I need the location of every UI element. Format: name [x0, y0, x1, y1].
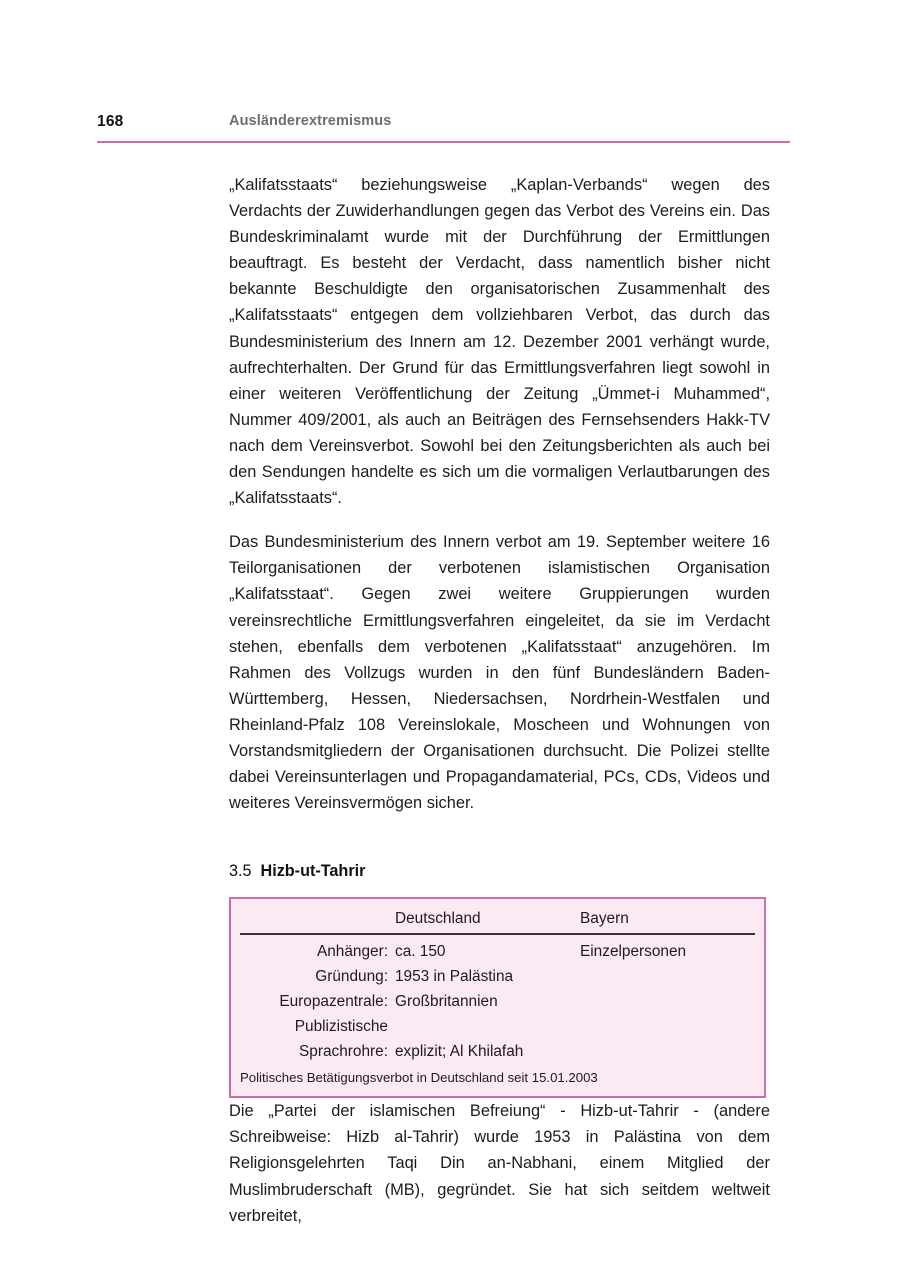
- table-row: [240, 964, 755, 989]
- section-title: Hizb-ut-Tahrir: [260, 862, 366, 881]
- section-number: 3.5: [229, 862, 252, 881]
- table-header-label: [240, 906, 395, 933]
- running-head-rule: [97, 141, 790, 143]
- row-label: Sprachrohre:: [299, 1043, 388, 1061]
- table-row: [240, 937, 755, 964]
- row-label: Anhänger:: [316, 943, 388, 961]
- row-value-bavaria: [580, 1014, 755, 1039]
- table-header-rule: [240, 933, 755, 935]
- organization-info-box: [229, 897, 766, 1098]
- body-paragraph-1: „Kalifatsstaats“ beziehungsweise „Kaplan-Verbands“ wegen des Verdachts der Zuwiderhandlungen gegen das Verbot des Vereins ein. Das Bundeskriminalamt wurde mit der Durchführung der Ermittlungen beauftragt. Es besteht der Verdacht, dass namentlich bisher nicht bekannte Beschuldigte den organisatorischen Zusammenhalt des „Kalifatsstaats“ entgegen dem vollziehbaren Verbot, das durch das Bundesministerium des Innern am 12. Dezember 2001 verhängt wurde, aufrechterhalten. Der Grund für das Ermittlungsverfahren liegt sowohl in einer weiteren Veröffentlichung der Zeitung „Ümmet-i Muhammed“, Nummer 409/2001, als auch an Beiträgen des Fernsehsenders Hakk-TV nach dem Vereinsverbot. Sowohl bei den Zeitungsberichten als auch bei den Sendungen handelte es sich um die vormaligen Verlautbarungen des „Kalifatsstaats“.: [229, 176, 770, 508]
- organization-info-table: [240, 906, 755, 1064]
- table-row: [240, 1014, 755, 1039]
- row-value-germany: Großbritannien: [395, 993, 498, 1011]
- running-head: [97, 113, 790, 137]
- table-header-row: [240, 906, 755, 933]
- table-row: [240, 1039, 755, 1064]
- body-paragraph-2: Das Bundesministerium des Innern verbot am 19. September weitere 16 Teilorganisationen der verbotenen islamistischen Organisation „Kalifatsstaat“. Gegen zwei weitere Gruppierungen wurden vereinsrechtliche Ermittlungsverfahren eingeleitet, da sie im Verdacht stehen, ebenfalls dem verbotenen „Kalifatsstaat“ anzugehören. Im Rahmen des Vollzugs wurden in den fünf Bundesländern Baden-Württemberg, Hessen, Niedersachsen, Nordrhein-Westfalen und Rheinland-Pfalz 108 Vereinslokale, Moscheen und Wohnungen von Vorstandsmitgliedern der Organisationen durchsucht. Die Polizei stellte dabei Vereinsunterlagen und Propagandamaterial, PCs, CDs, Videos und weiteres Vereinsvermögen sicher.: [229, 533, 770, 813]
- page-number: 168: [97, 113, 124, 130]
- row-label: Gründung:: [315, 968, 388, 986]
- row-value-germany: explizit; Al Khilafah: [395, 1043, 524, 1061]
- row-value-bavaria: [580, 1039, 755, 1064]
- body-paragraph-3: Die „Partei der islamischen Befreiung“ - Hizb-ut-Tahrir - (andere Schreibweise: Hizb al-Tahrir) wurde 1953 in Palästina von dem Religionsgelehrten Taqi Din an-Nabhani, einem Mitglied der Muslimbruderschaft (MB), gegründet. Sie hat sich seitdem weltweit verbreitet,: [229, 1102, 770, 1225]
- row-value-germany: 1953 in Palästina: [395, 968, 514, 986]
- row-label: Publizistische: [294, 1018, 388, 1036]
- table-header-bavaria: Bayern: [580, 910, 629, 928]
- table-header-germany: Deutschland: [395, 910, 481, 928]
- row-value-bavaria: Einzelpersonen: [580, 943, 687, 961]
- row-value-germany: ca. 150: [395, 943, 446, 961]
- row-label: Europazentrale:: [279, 993, 388, 1011]
- info-box-note: Politisches Betätigungsverbot in Deutschland seit 15.01.2003: [240, 1070, 598, 1086]
- running-head-title: Ausländerextremismus: [229, 113, 392, 129]
- section-heading: [229, 860, 770, 882]
- row-value-bavaria: [580, 964, 755, 989]
- row-value-germany: [395, 1014, 580, 1039]
- table-row: [240, 989, 755, 1014]
- text-column: [229, 172, 770, 1229]
- row-value-bavaria: [580, 989, 755, 1014]
